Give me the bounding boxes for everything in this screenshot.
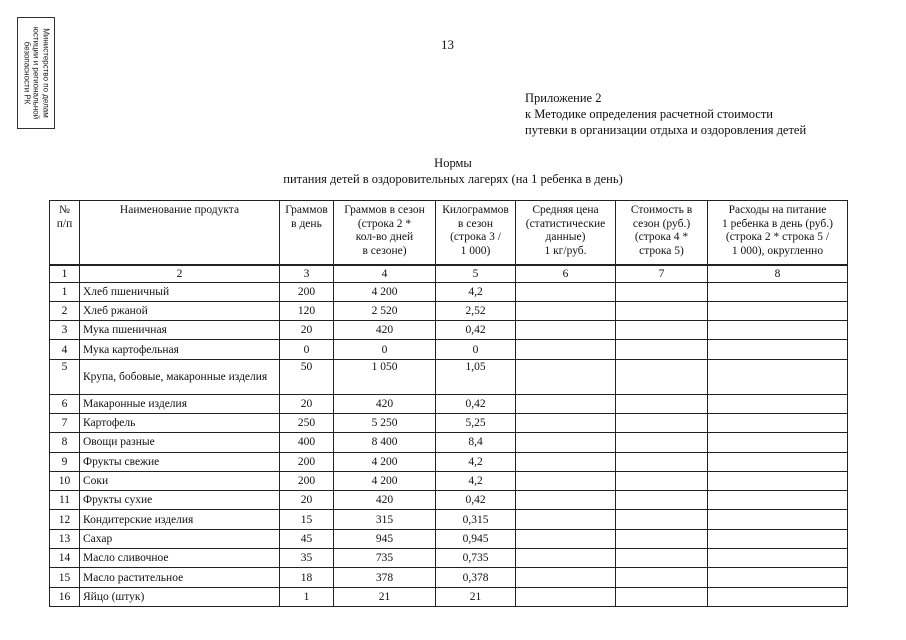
table-row — [50, 301, 848, 320]
row-number-cell: 1 — [50, 282, 80, 301]
grams-per-season-cell: 4 200 — [334, 471, 436, 490]
product-name-cell: Хлеб пшеничный — [80, 282, 280, 301]
grams-per-season-cell: 5 250 — [334, 413, 436, 432]
product-name-cell: Масло растительное — [80, 568, 280, 587]
grams-per-season-cell: 4 200 — [334, 452, 436, 471]
daily-expense-cell — [708, 413, 848, 432]
column-number: 5 — [436, 265, 516, 283]
grams-per-season-cell: 420 — [334, 321, 436, 340]
table-row — [50, 471, 848, 490]
kg-per-season-cell: 0,315 — [436, 510, 516, 529]
table-row — [50, 510, 848, 529]
grams-per-season-cell: 420 — [334, 394, 436, 413]
product-name-cell: Картофель — [80, 413, 280, 432]
kg-per-season-cell: 4,2 — [436, 471, 516, 490]
average-price-cell — [516, 471, 616, 490]
grams-per-day-cell: 200 — [280, 452, 334, 471]
average-price-cell — [516, 529, 616, 548]
row-number-cell: 8 — [50, 433, 80, 452]
registration-stamp — [17, 17, 55, 129]
product-name-cell: Мука пшеничная — [80, 321, 280, 340]
row-number-cell: 3 — [50, 321, 80, 340]
season-cost-cell — [616, 413, 708, 432]
daily-expense-cell — [708, 529, 848, 548]
header-cell: Расходы на питание 1 ребенка в день (руб.) (строка 2 * строка 5 / 1 000), округленно — [708, 201, 848, 265]
season-cost-cell — [616, 471, 708, 490]
daily-expense-cell — [708, 491, 848, 510]
table-row — [50, 321, 848, 340]
daily-expense-cell — [708, 282, 848, 301]
column-number: 1 — [50, 265, 80, 283]
kg-per-season-cell: 21 — [436, 587, 516, 606]
column-number: 3 — [280, 265, 334, 283]
row-number-cell: 7 — [50, 413, 80, 432]
grams-per-day-cell: 400 — [280, 433, 334, 452]
grams-per-day-cell: 20 — [280, 491, 334, 510]
average-price-cell — [516, 282, 616, 301]
grams-per-season-cell: 2 520 — [334, 301, 436, 320]
header-cell: Граммов в день — [280, 201, 334, 265]
grams-per-day-cell: 18 — [280, 568, 334, 587]
appendix-line-1: Приложение 2 — [525, 91, 602, 105]
average-price-cell — [516, 301, 616, 320]
product-name-cell: Хлеб ржаной — [80, 301, 280, 320]
product-name-cell: Масло сливочное — [80, 549, 280, 568]
stamp-text: Министерство по делам юстиции и региональной безопасности РК — [22, 26, 51, 120]
average-price-cell — [516, 413, 616, 432]
row-number-cell: 4 — [50, 340, 80, 359]
grams-per-season-cell: 420 — [334, 491, 436, 510]
header-cell: Граммов в сезон (строка 2 * кол-во дней в сезоне) — [334, 201, 436, 265]
grams-per-day-cell: 35 — [280, 549, 334, 568]
table-row — [50, 491, 848, 510]
daily-expense-cell — [708, 359, 848, 394]
column-number: 2 — [80, 265, 280, 283]
grams-per-season-cell: 4 200 — [334, 282, 436, 301]
product-name-cell: Сахар — [80, 529, 280, 548]
header-cell: № п/п — [50, 201, 80, 265]
kg-per-season-cell: 5,25 — [436, 413, 516, 432]
table-row — [50, 452, 848, 471]
row-number-cell: 6 — [50, 394, 80, 413]
appendix-reference — [525, 90, 806, 138]
page-number: 13 — [441, 37, 454, 52]
average-price-cell — [516, 394, 616, 413]
season-cost-cell — [616, 568, 708, 587]
grams-per-day-cell: 15 — [280, 510, 334, 529]
column-number-row — [50, 265, 848, 283]
column-number: 6 — [516, 265, 616, 283]
product-name-cell: Макаронные изделия — [80, 394, 280, 413]
grams-per-day-cell: 20 — [280, 394, 334, 413]
product-name-cell: Фрукты сухие — [80, 491, 280, 510]
appendix-line-3: путевки в организации отдыха и оздоровления детей — [525, 123, 807, 137]
kg-per-season-cell: 0,42 — [436, 321, 516, 340]
grams-per-day-cell: 200 — [280, 471, 334, 490]
daily-expense-cell — [708, 452, 848, 471]
product-name-cell: Фрукты свежие — [80, 452, 280, 471]
daily-expense-cell — [708, 549, 848, 568]
grams-per-season-cell: 0 — [334, 340, 436, 359]
table-row — [50, 568, 848, 587]
header-cell: Килограммов в сезон (строка 3 / 1 000) — [436, 201, 516, 265]
grams-per-day-cell: 120 — [280, 301, 334, 320]
kg-per-season-cell: 0 — [436, 340, 516, 359]
kg-per-season-cell: 0,735 — [436, 549, 516, 568]
column-number: 8 — [708, 265, 848, 283]
row-number-cell: 12 — [50, 510, 80, 529]
grams-per-season-cell: 735 — [334, 549, 436, 568]
row-number-cell: 9 — [50, 452, 80, 471]
grams-per-day-cell: 250 — [280, 413, 334, 432]
season-cost-cell — [616, 282, 708, 301]
daily-expense-cell — [708, 301, 848, 320]
kg-per-season-cell: 2,52 — [436, 301, 516, 320]
average-price-cell — [516, 510, 616, 529]
season-cost-cell — [616, 394, 708, 413]
grams-per-day-cell: 0 — [280, 340, 334, 359]
row-number-cell: 10 — [50, 471, 80, 490]
row-number-cell: 5 — [50, 359, 80, 394]
product-name-cell: Яйцо (штук) — [80, 587, 280, 606]
kg-per-season-cell: 4,2 — [436, 282, 516, 301]
product-name-cell: Крупа, бобовые, макаронные изделия — [80, 359, 280, 394]
daily-expense-cell — [708, 321, 848, 340]
grams-per-season-cell: 945 — [334, 529, 436, 548]
header-cell: Наименование продукта — [80, 201, 280, 265]
daily-expense-cell — [708, 433, 848, 452]
grams-per-day-cell: 45 — [280, 529, 334, 548]
appendix-line-2: к Методике определения расчетной стоимости — [525, 107, 773, 121]
grams-per-season-cell: 378 — [334, 568, 436, 587]
kg-per-season-cell: 4,2 — [436, 452, 516, 471]
season-cost-cell — [616, 529, 708, 548]
table-row — [50, 394, 848, 413]
table-row — [50, 433, 848, 452]
header-cell: Средняя цена (статистические данные) 1 кг/руб. — [516, 201, 616, 265]
table-row — [50, 359, 848, 394]
document-subtitle: питания детей в оздоровительных лагерях (на 1 ребенка в день) — [283, 172, 623, 186]
season-cost-cell — [616, 321, 708, 340]
row-number-cell: 11 — [50, 491, 80, 510]
table-row — [50, 549, 848, 568]
grams-per-day-cell: 1 — [280, 587, 334, 606]
kg-per-season-cell: 0,945 — [436, 529, 516, 548]
average-price-cell — [516, 452, 616, 471]
season-cost-cell — [616, 452, 708, 471]
grams-per-season-cell: 21 — [334, 587, 436, 606]
season-cost-cell — [616, 433, 708, 452]
column-number: 7 — [616, 265, 708, 283]
column-number: 4 — [334, 265, 436, 283]
daily-expense-cell — [708, 394, 848, 413]
daily-expense-cell — [708, 587, 848, 606]
product-name-cell: Овощи разные — [80, 433, 280, 452]
table-row — [50, 340, 848, 359]
daily-expense-cell — [708, 471, 848, 490]
kg-per-season-cell: 1,05 — [436, 359, 516, 394]
row-number-cell: 16 — [50, 587, 80, 606]
season-cost-cell — [616, 491, 708, 510]
nutrition-norms-table — [49, 200, 848, 607]
average-price-cell — [516, 549, 616, 568]
grams-per-season-cell: 8 400 — [334, 433, 436, 452]
table-header-row — [50, 201, 848, 265]
average-price-cell — [516, 433, 616, 452]
kg-per-season-cell: 8,4 — [436, 433, 516, 452]
table-row — [50, 413, 848, 432]
table-row — [50, 587, 848, 606]
product-name-cell: Кондитерские изделия — [80, 510, 280, 529]
season-cost-cell — [616, 549, 708, 568]
row-number-cell: 15 — [50, 568, 80, 587]
header-cell: Стоимость в сезон (руб.) (строка 4 * строка 5) — [616, 201, 708, 265]
average-price-cell — [516, 587, 616, 606]
season-cost-cell — [616, 340, 708, 359]
grams-per-season-cell: 1 050 — [334, 359, 436, 394]
document-title: Нормы — [434, 156, 472, 170]
grams-per-day-cell: 20 — [280, 321, 334, 340]
daily-expense-cell — [708, 568, 848, 587]
daily-expense-cell — [708, 510, 848, 529]
average-price-cell — [516, 491, 616, 510]
season-cost-cell — [616, 301, 708, 320]
season-cost-cell — [616, 359, 708, 394]
product-name-cell: Соки — [80, 471, 280, 490]
table-row — [50, 282, 848, 301]
season-cost-cell — [616, 510, 708, 529]
product-name-cell: Мука картофельная — [80, 340, 280, 359]
daily-expense-cell — [708, 340, 848, 359]
grams-per-day-cell: 200 — [280, 282, 334, 301]
season-cost-cell — [616, 587, 708, 606]
average-price-cell — [516, 321, 616, 340]
average-price-cell — [516, 568, 616, 587]
grams-per-day-cell: 50 — [280, 359, 334, 394]
average-price-cell — [516, 340, 616, 359]
kg-per-season-cell: 0,378 — [436, 568, 516, 587]
kg-per-season-cell: 0,42 — [436, 394, 516, 413]
table-row — [50, 529, 848, 548]
row-number-cell: 2 — [50, 301, 80, 320]
grams-per-season-cell: 315 — [334, 510, 436, 529]
row-number-cell: 14 — [50, 549, 80, 568]
kg-per-season-cell: 0,42 — [436, 491, 516, 510]
average-price-cell — [516, 359, 616, 394]
row-number-cell: 13 — [50, 529, 80, 548]
